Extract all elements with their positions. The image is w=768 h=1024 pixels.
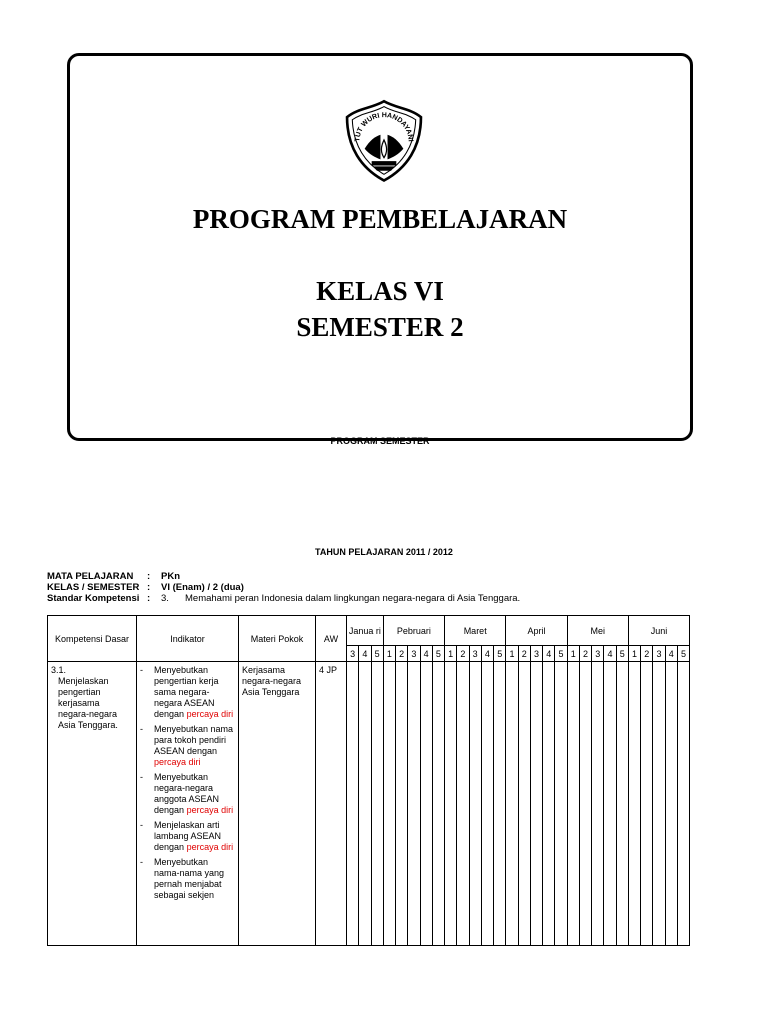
week-cell: [616, 662, 628, 946]
cover-footer: PROGRAM SEMESTER: [330, 437, 430, 445]
week-number: 4: [420, 646, 432, 662]
header-month: Pebruari: [383, 616, 444, 646]
week-number: 2: [396, 646, 408, 662]
nilai-karakter: percaya diri: [186, 842, 234, 852]
header-aw: AW: [316, 616, 347, 662]
week-number: 3: [653, 646, 665, 662]
week-number: 4: [481, 646, 493, 662]
week-number: 5: [494, 646, 506, 662]
header-month: April: [506, 616, 567, 646]
indikator-item: - Menyebutkan nama para tokoh pendiri ASEAN dengan percaya diri: [140, 724, 235, 768]
week-number: 1: [506, 646, 518, 662]
week-cell: [347, 662, 359, 946]
tut-wuri-handayani-logo: [340, 96, 428, 184]
header-kompetensi-dasar: Kompetensi Dasar: [48, 616, 137, 662]
week-cell: [445, 662, 457, 946]
week-cell: [359, 662, 371, 946]
week-cell: [408, 662, 420, 946]
header-materi-pokok: Materi Pokok: [239, 616, 316, 662]
week-number: 4: [359, 646, 371, 662]
week-number: 4: [604, 646, 616, 662]
header-month: Juni: [628, 616, 689, 646]
week-cell: [432, 662, 444, 946]
week-number: 2: [518, 646, 530, 662]
header-month: Janua ri: [347, 616, 384, 646]
cover-kelas: KELAS VI: [316, 276, 444, 306]
week-cell: [481, 662, 493, 946]
week-number: 1: [445, 646, 457, 662]
kompetensi-dasar-cell: 3.1. Menjelaskan pengertian kerjasama negara-negara Asia Tenggara.: [48, 662, 137, 946]
header-month: Mei: [567, 616, 628, 646]
week-cell: [420, 662, 432, 946]
week-cell: [641, 662, 653, 946]
week-cell: [665, 662, 677, 946]
week-number: 5: [371, 646, 383, 662]
week-number: 3: [347, 646, 359, 662]
week-cell: [543, 662, 555, 946]
week-cell: [371, 662, 383, 946]
week-cell: [677, 662, 689, 946]
svg-text:TUT WURI HANDAYANI: TUT WURI HANDAYANI: [354, 112, 414, 142]
indikator-item: - Menyebutkan nama-nama yang pernah menjabat sebagai sekjen: [140, 857, 235, 901]
week-number: 4: [543, 646, 555, 662]
week-number: 3: [469, 646, 481, 662]
week-cell: [494, 662, 506, 946]
nilai-karakter: percaya diri: [186, 709, 234, 719]
week-cell: [518, 662, 530, 946]
week-cell: [506, 662, 518, 946]
week-number: 3: [592, 646, 604, 662]
week-cell: [530, 662, 542, 946]
aw-cell: 4 JP: [316, 662, 347, 946]
week-cell: [469, 662, 481, 946]
table-header-row: [48, 616, 690, 646]
indikator-list: [140, 665, 235, 901]
week-cell: [604, 662, 616, 946]
week-number: 1: [567, 646, 579, 662]
week-cell: [383, 662, 395, 946]
week-number: 2: [579, 646, 591, 662]
week-cell: [628, 662, 640, 946]
week-number: 5: [555, 646, 567, 662]
week-number: 4: [665, 646, 677, 662]
meta-block: [47, 571, 520, 604]
nilai-karakter: percaya diri: [154, 757, 201, 767]
week-cell: [555, 662, 567, 946]
table-row: [48, 662, 690, 946]
week-number: 3: [408, 646, 420, 662]
indikator-cell: [137, 662, 239, 946]
week-cell: [592, 662, 604, 946]
materi-pokok-cell: Kerjasama negara-negara Asia Tenggara: [239, 662, 316, 946]
week-cell: [567, 662, 579, 946]
week-number: 5: [677, 646, 689, 662]
week-number: 2: [457, 646, 469, 662]
indikator-item: - Menyebutkan negara-negara anggota ASEAN dengan percaya diri: [140, 772, 235, 816]
cover-title: PROGRAM PEMBELAJARAN: [192, 204, 568, 234]
meta-kelas: KELAS / SEMESTER : VI (Enam) / 2 (dua): [47, 582, 244, 593]
cover-semester: SEMESTER 2: [296, 312, 464, 342]
indikator-item: - Menyebutkan pengertian kerja sama negara-negara ASEAN dengan percaya diri: [140, 665, 235, 720]
header-indikator: Indikator: [137, 616, 239, 662]
week-cell: [396, 662, 408, 946]
week-cell: [653, 662, 665, 946]
indikator-item: - Menjelaskan arti lambang ASEAN dengan percaya diri: [140, 820, 235, 853]
cover-box: [67, 53, 693, 445]
week-number: 1: [628, 646, 640, 662]
tahun-pelajaran: TAHUN PELAJARAN 2011 / 2012: [315, 547, 453, 557]
header-month: Maret: [445, 616, 506, 646]
week-number: 2: [641, 646, 653, 662]
week-number: 3: [530, 646, 542, 662]
week-cell: [457, 662, 469, 946]
week-number: 5: [432, 646, 444, 662]
week-number: 1: [383, 646, 395, 662]
week-cell: [579, 662, 591, 946]
meta-standar-kompetensi: Standar Kompetensi : 3. Memahami peran Indonesia dalam lingkungan negara-negara di Asia Tenggara.: [47, 593, 521, 604]
week-number: 5: [616, 646, 628, 662]
nilai-karakter: percaya diri: [186, 805, 234, 815]
meta-mapel: MATA PELAJARAN : PKn: [47, 571, 180, 582]
program-semester-table: [47, 615, 690, 946]
